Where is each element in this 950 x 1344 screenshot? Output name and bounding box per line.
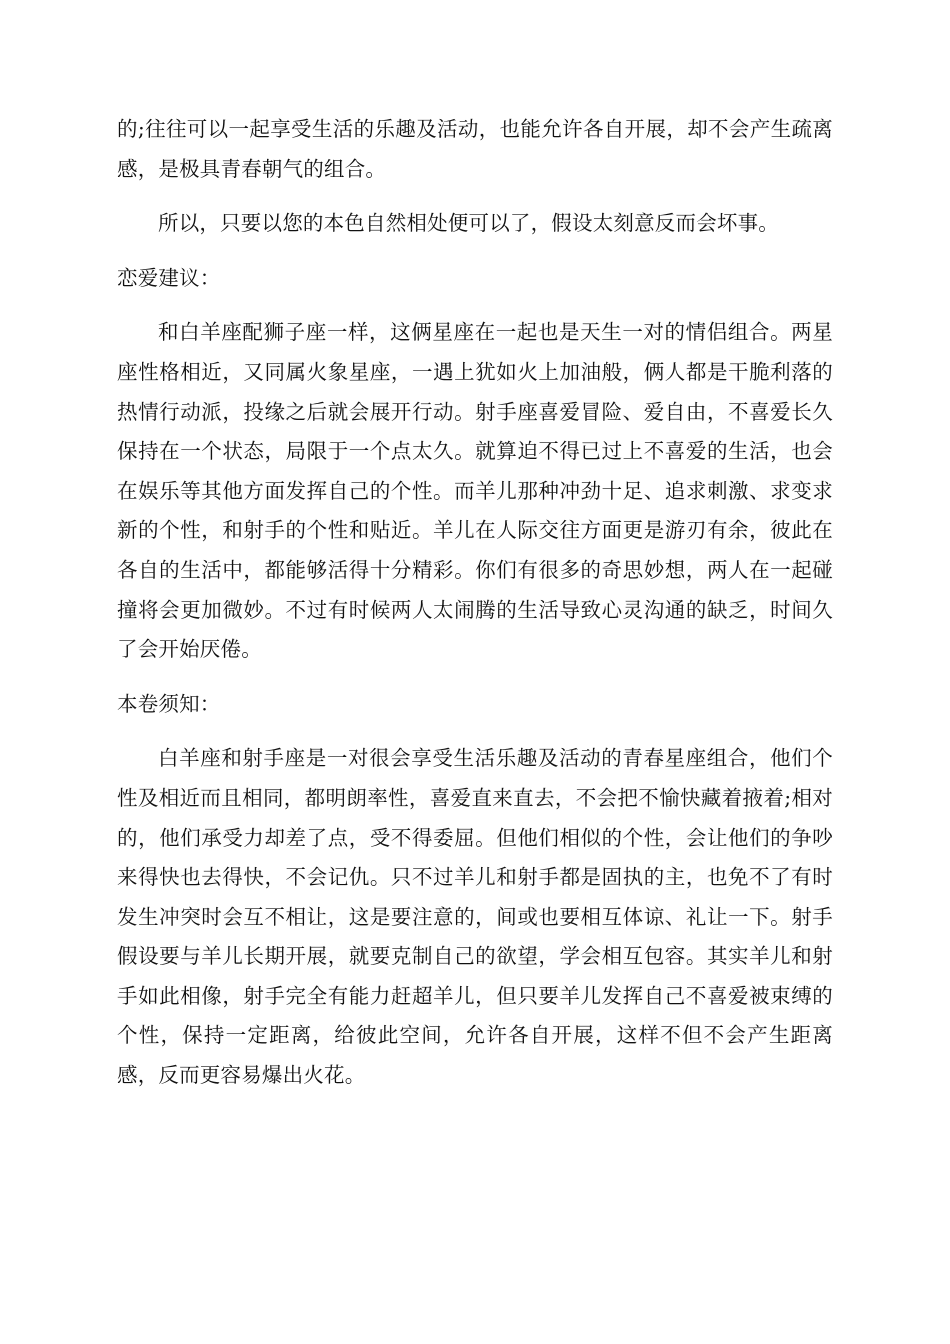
- paragraph-notes: 白羊座和射手座是一对很会享受生活乐趣及活动的青春星座组合，他们个性及相近而且相同，都明朗率性，喜爱直来直去，不会把不愉快藏着掖着;相对的，他们承受力却差了点，受不得委屈。但他们相似的个性，会让他们的争吵来得快也去得快，不会记仇。只不过羊儿和射手都是固执的主，也免不了有时发生冲突时会互不相让，这是要注意的，间或也要相互体谅、礼让一下。射手假设要与羊儿长期开展，就要克制自己的欲望，学会相互包容。其实羊儿和射手如此相像，射手完全有能力赶超羊儿，但只要羊儿发挥自己不喜爱被束缚的个性，保持一定距离，给彼此空间，允许各自开展，这样不但不会产生距离感，反而更容易爆出火花。: [117, 746, 833, 1088]
- heading-notes: 本卷须知：: [117, 691, 221, 716]
- paragraph-conclusion: 所以，只要以您的本色自然相处便可以了，假设太刻意反而会坏事。: [158, 211, 779, 236]
- paragraph-love-advice: 和白羊座配狮子座一样，这俩星座在一起也是天生一对的情侣组合。两星座性格相近，又同属火象星座，一遇上犹如火上加油般，俩人都是干脆利落的热情行动派，投缘之后就会展开行动。射手座喜爱冒险、爱自由，不喜爱长久保持在一个状态，局限于一个点太久。就算迫不得已过上不喜爱的生活，也会在娱乐等其他方面发挥自己的个性。而羊儿那种冲劲十足、追求刺激、求变求新的个性，和射手的个性和贴近。羊儿在人际交往方面更是游刃有余，彼此在各自的生活中，都能够活得十分精彩。你们有很多的奇思妙想，两人在一起碰撞将会更加微妙。不过有时候两人太闹腾的生活导致心灵沟通的缺乏，时间久了会开始厌倦。: [117, 320, 833, 662]
- heading-love-advice: 恋爱建议：: [117, 265, 221, 290]
- paragraph-continued: 的;往往可以一起享受生活的乐趣及活动，也能允许各自开展，却不会产生疏离感，是极具青春朝气的组合。: [117, 117, 833, 181]
- document-page: [117, 110, 833, 1096]
